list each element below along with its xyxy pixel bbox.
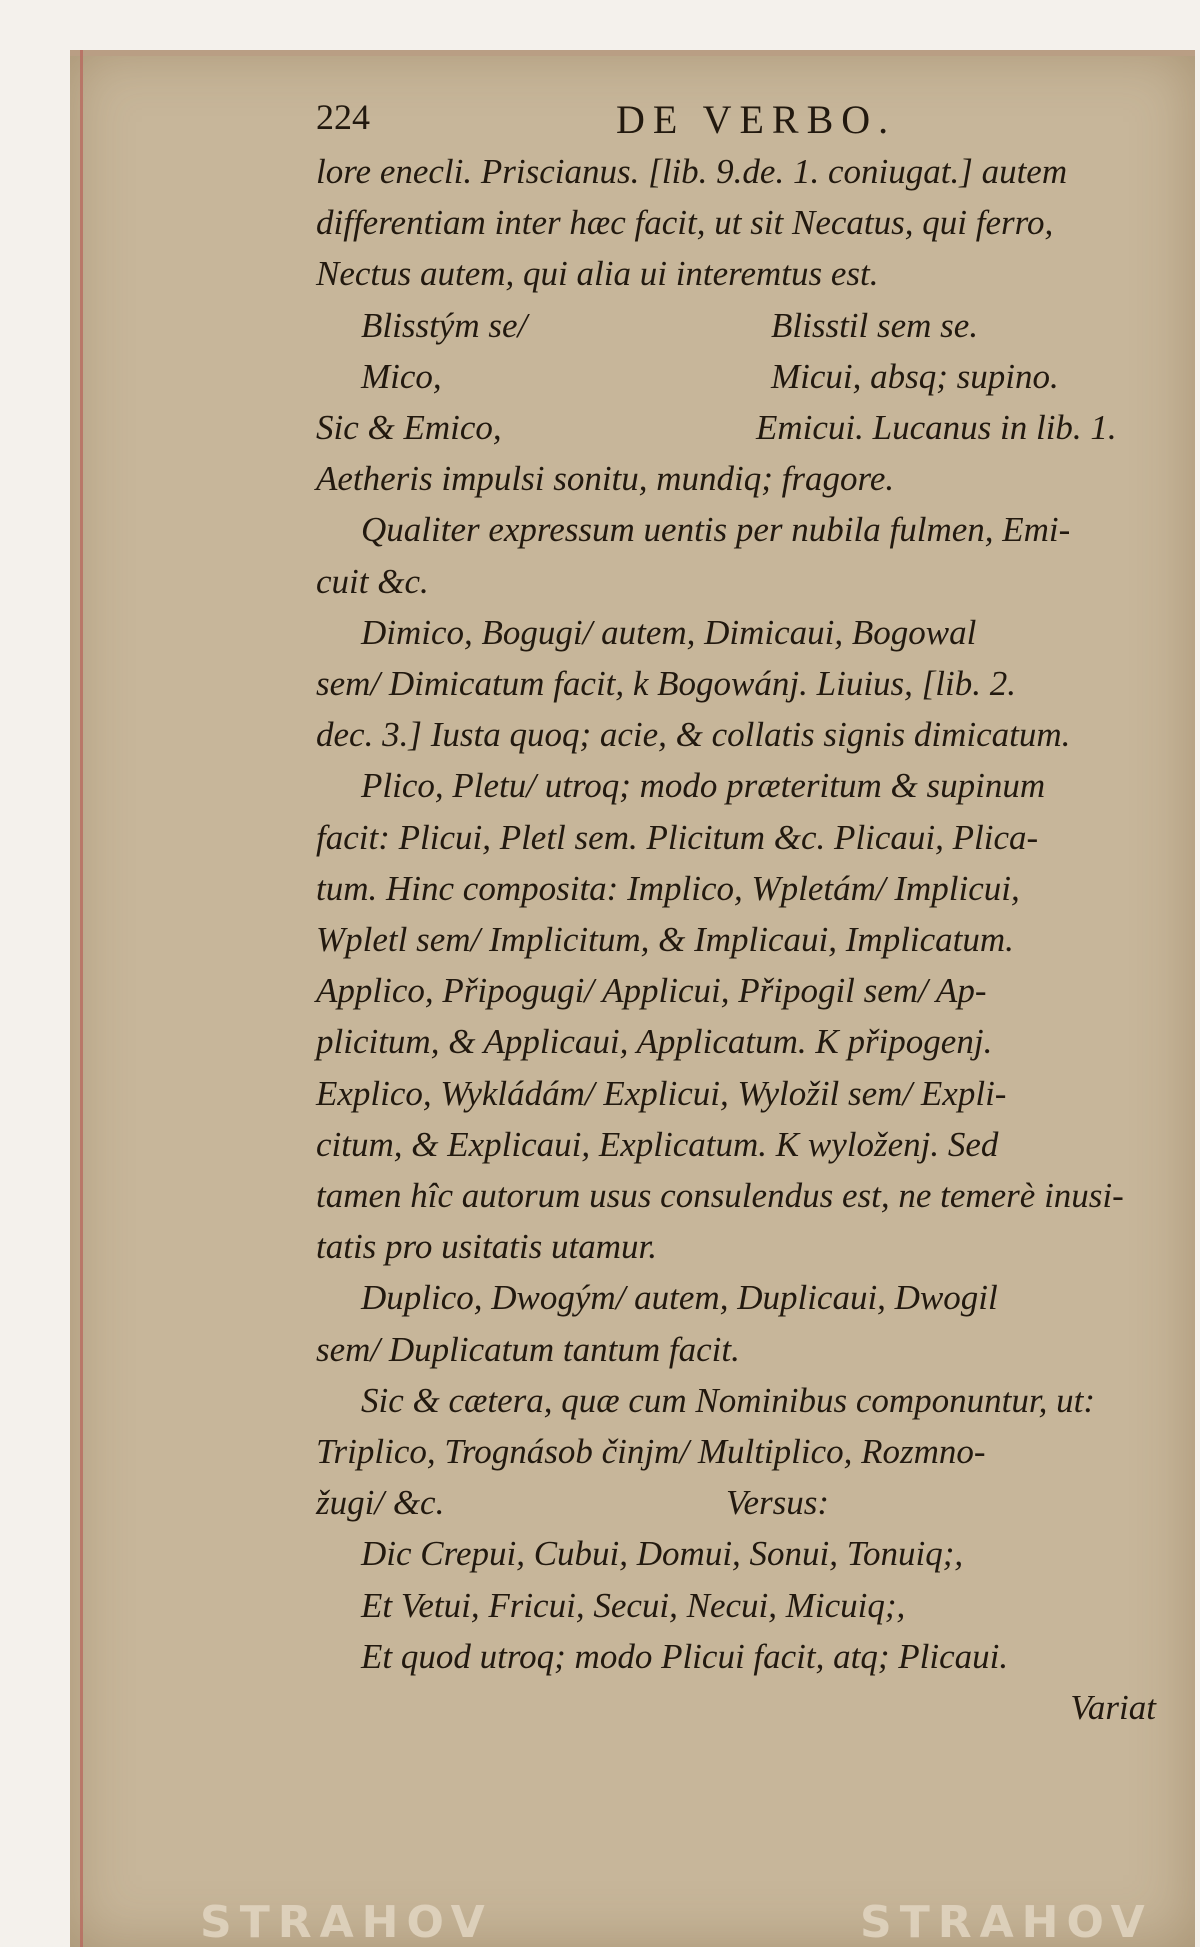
paradigm-line bbox=[316, 1477, 1176, 1528]
paradigm-line bbox=[316, 402, 1176, 453]
text-line: Explico, Wykládám/ Explicui, Wyložil sem/ Expli- bbox=[316, 1073, 1007, 1113]
text-line: Applico, Připogugi/ Applicui, Připogil sem/ Ap- bbox=[316, 971, 987, 1011]
text-line: Plico, Pletu/ utroq; modo præteritum & supinum bbox=[361, 766, 1046, 806]
page-top-edge bbox=[70, 50, 1195, 56]
text-line: lore enecli. Priscianus. [lib. 9.de. 1. coniugat.] autem bbox=[316, 152, 1068, 191]
running-head: DE VERBO. bbox=[616, 97, 897, 142]
text-line: plicitum, & Applicaui, Applicatum. K připogenj. bbox=[316, 1022, 993, 1062]
text-line: dec. 3.] Iusta quoq; acie, & collatis signis dimicatum. bbox=[316, 715, 1071, 755]
paradigm-left: Blisstým se/ bbox=[361, 305, 528, 345]
text-line: facit: Plicui, Pletl sem. Plicitum &c. Plicaui, Plica- bbox=[316, 817, 1039, 857]
text-line: sem/ Duplicatum tantum facit. bbox=[316, 1329, 740, 1369]
book-page bbox=[70, 50, 1195, 1947]
paradigm-left: Sic & Emico, bbox=[316, 408, 502, 448]
paradigm-left: žugi/ &c. bbox=[316, 1483, 445, 1523]
text-line: cuit &c. bbox=[316, 561, 429, 601]
paradigm-right: Micui, absq; supino. bbox=[771, 356, 1059, 396]
text-line: differentiam inter hæc facit, ut sit Necatus, qui ferro, bbox=[316, 203, 1054, 243]
text-line: Wpletl sem/ Implicitum, & Implicaui, Implicatum. bbox=[316, 920, 1014, 960]
watermark-strahov: STRAHOV bbox=[860, 1897, 1153, 1947]
text-line: Duplico, Dwogým/ autem, Duplicaui, Dwogil bbox=[361, 1278, 998, 1318]
text-line: Qualiter expressum uentis per nubila fulmen, Emi- bbox=[361, 510, 1071, 550]
verse-line: Et quod utroq; modo Plicui facit, atq; Plicaui. bbox=[361, 1636, 1009, 1676]
verse-line: Et Vetui, Fricui, Secui, Necui, Micuiq;, bbox=[361, 1585, 906, 1625]
text-line: Aetheris impulsi sonitu, mundiq; fragore. bbox=[316, 459, 895, 499]
paradigm-left: Mico, bbox=[361, 356, 442, 396]
page-header bbox=[316, 96, 1176, 146]
watermark-strahov: STRAHOV bbox=[200, 1897, 493, 1947]
text-line: citum, & Explicaui, Explicatum. K wyloženj. Sed bbox=[316, 1124, 999, 1164]
paradigm-line bbox=[316, 300, 1176, 351]
text-line: Dimico, Bogugi/ autem, Dimicaui, Bogowal bbox=[361, 612, 977, 652]
text-block bbox=[316, 96, 1176, 1733]
paradigm-line bbox=[316, 351, 1176, 402]
text-line: Nectus autem, qui alia ui interemtus est. bbox=[316, 254, 879, 294]
verse-line: Dic Crepui, Cubui, Domui, Sonui, Tonuiq;, bbox=[361, 1534, 964, 1574]
page-number: 224 bbox=[316, 97, 370, 137]
text-line: tum. Hinc composita: Implico, Wpletám/ Implicui, bbox=[316, 868, 1020, 908]
paradigm-right: Versus: bbox=[726, 1483, 830, 1523]
binding-red-line bbox=[80, 50, 83, 1947]
catchword: Variat bbox=[1070, 1688, 1156, 1728]
paradigm-right: Blisstil sem se. bbox=[771, 305, 979, 345]
text-line: Sic & cætera, quæ cum Nominibus componuntur, ut: bbox=[361, 1380, 1095, 1420]
text-line: sem/ Dimicatum facit, k Bogowánj. Liuius, [lib. 2. bbox=[316, 664, 1016, 704]
text-line: Triplico, Trognásob činjm/ Multiplico, Rozmno- bbox=[316, 1432, 986, 1472]
text-line: tamen hîc autorum usus consulendus est, ne temerè inusi- bbox=[316, 1176, 1124, 1216]
text-line: tatis pro usitatis utamur. bbox=[316, 1227, 657, 1267]
paradigm-right: Emicui. Lucanus in lib. 1. bbox=[756, 408, 1117, 448]
